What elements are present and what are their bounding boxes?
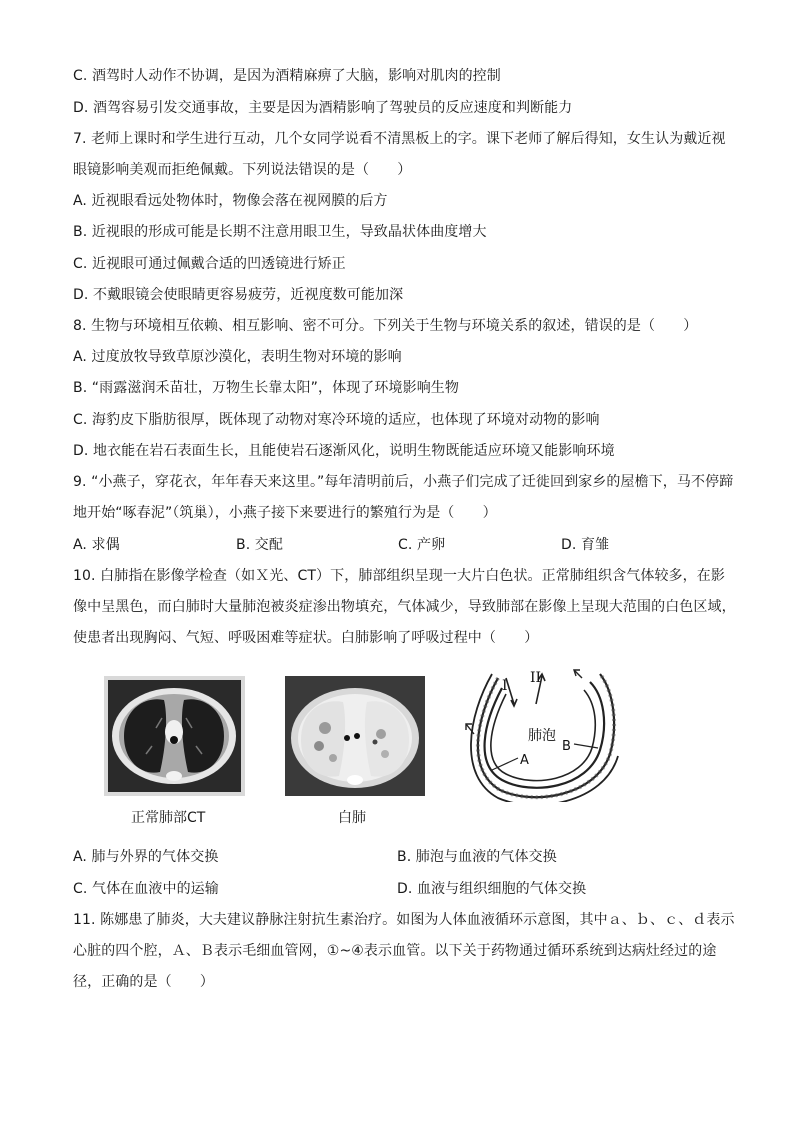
q9-option-b: B. 交配 — [236, 537, 284, 553]
q10-option-a: A. 肺与外界的气体交换 — [73, 849, 219, 865]
q11-stem-line-3: 径，正确的是（ ） — [73, 974, 214, 990]
q10-stem-line-2: 像中呈黑色，而白肺时大量肺泡被炎症渗出物填充，气体减少，导致肺部在影像上呈现大范围的白色区域， — [73, 599, 736, 615]
q9-option-a: A. 求偶 — [73, 537, 120, 553]
label-I: I — [502, 678, 508, 694]
q7-option-d: D. 不戴眼镜会使眼睛更容易疲劳，近视度数可能加深 — [73, 287, 404, 303]
q10-stem-line-1: 10. 白肺指在影像学检查（如Ｘ光、CT）下，肺部组织呈现一大片白色状。正常肺组织含气体较多，在影 — [73, 568, 725, 584]
label-alveolus: 肺泡 — [528, 728, 556, 744]
q9-option-c: C. 产卵 — [398, 537, 446, 553]
q7-stem-line-2: 眼镜影响美观而拒绝佩戴。下列说法错误的是（ ） — [73, 162, 412, 178]
q8-option-d: D. 地衣能在岩石表面生长，且能使岩石逐渐风化，说明生物既能适应环境又能影响环境 — [73, 443, 615, 459]
q8-option-a: A. 过度放牧导致草原沙漠化，表明生物对环境的影响 — [73, 349, 402, 365]
label-B: B — [562, 739, 571, 754]
q9-stem-line-2: 地开始“啄春泥”（筑巢），小燕子接下来要进行的繁殖行为是（ ） — [73, 505, 497, 521]
label-A: A — [520, 753, 529, 768]
q11-stem-line-1: 11. 陈娜患了肺炎，大夫建议静脉注射抗生素治疗。如图为人体血液循环示意图，其中ａ、ｂ、ｃ、ｄ表示 — [73, 912, 735, 928]
q7-option-a: A. 近视眼看远处物体时，物像会落在视网膜的后方 — [73, 193, 388, 209]
q9-option-d: D. 育雏 — [561, 537, 610, 553]
q6-option-d: D. 酒驾容易引发交通事故，主要是因为酒精影响了驾驶员的反应速度和判断能力 — [73, 100, 573, 116]
q10-stem-line-3: 使患者出现胸闷、气短、呼吸困难等症状。白肺影响了呼吸过程中（ ） — [73, 630, 539, 646]
alveolus-diagram — [462, 664, 622, 802]
q10-option-b: B. 肺泡与血液的气体交换 — [397, 849, 557, 865]
q8-option-b: B. “雨露滋润禾苗壮，万物生长靠太阳”，体现了环境影响生物 — [73, 380, 460, 396]
q9-options — [73, 535, 753, 555]
q6-option-c: C. 酒驾时人动作不协调，是因为酒精麻痹了大脑，影响对肌肉的控制 — [73, 68, 501, 84]
normal-lung-ct-image — [104, 676, 245, 796]
white-lung-ct-image — [285, 676, 425, 796]
q7-option-c: C. 近视眼可通过佩戴合适的凹透镜进行矫正 — [73, 256, 346, 272]
q7-stem-line-1: 7. 老师上课时和学生进行互动，几个女同学说看不清黑板上的字。课下老师了解后得知，女生认为戴近视 — [73, 131, 726, 147]
q10-option-c: C. 气体在血液中的运输 — [73, 881, 219, 897]
caption-white-lung: 白肺 — [338, 810, 366, 826]
q8-stem: 8. 生物与环境相互依赖、相互影响、密不可分。下列关于生物与环境关系的叙述，错误的是（ ） — [73, 318, 698, 334]
caption-normal-ct: 正常肺部CT — [131, 810, 206, 826]
q7-option-b: B. 近视眼的形成可能是长期不注意用眼卫生，导致晶状体曲度增大 — [73, 224, 487, 240]
q9-stem-line-1: 9. “小燕子，穿花衣，年年春天来这里。”每年清明前后，小燕子们完成了迁徙回到家乡的屋檐下，马不停蹄 — [73, 474, 734, 490]
label-II: II — [530, 670, 542, 686]
q8-option-c: C. 海豹皮下脂肪很厚，既体现了动物对寒冷环境的适应，也体现了环境对动物的影响 — [73, 412, 600, 428]
q11-stem-line-2: 心脏的四个腔，Ａ、Ｂ表示毛细血管网，①~④表示血管。以下关于药物通过循环系统到达病灶经过的途 — [73, 943, 717, 959]
q10-option-d: D. 血液与组织细胞的气体交换 — [397, 881, 587, 897]
